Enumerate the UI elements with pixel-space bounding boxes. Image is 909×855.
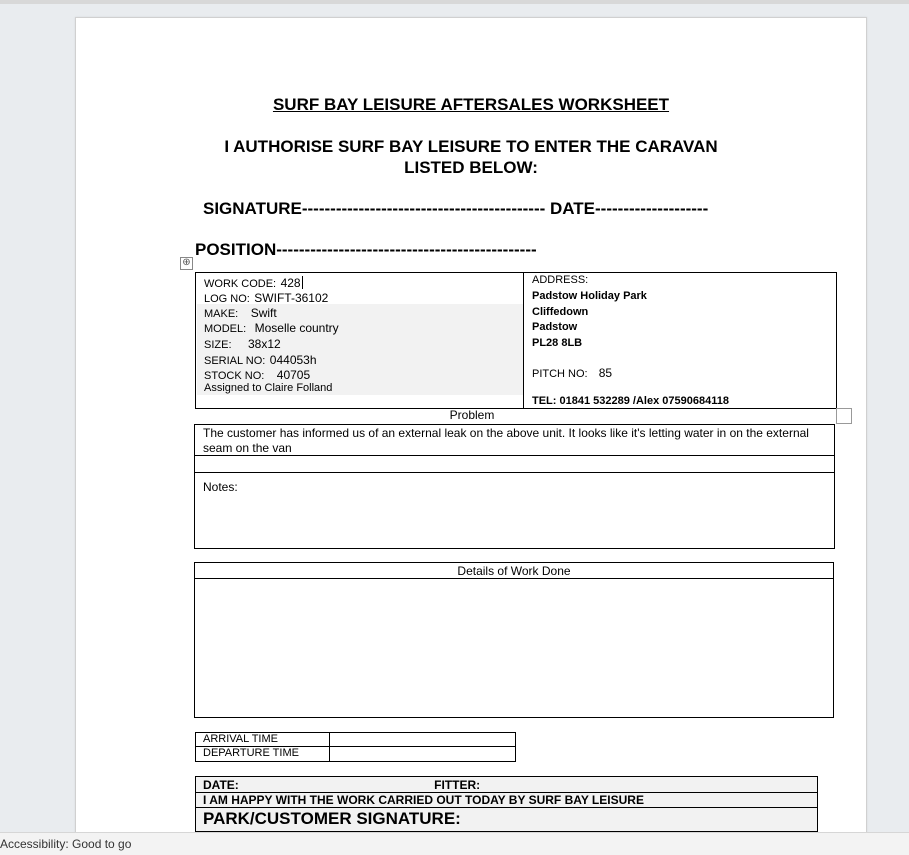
- date-fitter-row[interactable]: [203, 778, 480, 792]
- status-bar: [0, 832, 909, 855]
- log-no-label: LOG NO:: [204, 293, 250, 305]
- text-cursor: [302, 276, 303, 289]
- log-no-value: SWIFT-36102: [254, 291, 329, 305]
- fitter-label: FITTER:: [434, 778, 481, 792]
- work-code-label: WORK CODE:: [204, 278, 277, 290]
- model-value: Moselle country: [254, 321, 339, 335]
- table-resize-handle[interactable]: [836, 408, 852, 424]
- pitch-label: PITCH NO:: [532, 368, 588, 380]
- satisfaction-statement: I AM HAPPY WITH THE WORK CARRIED OUT TODAY BY SURF BAY LEISURE: [203, 793, 644, 807]
- top-ribbon-edge: [0, 0, 909, 4]
- authorisation-line-1: I AUTHORISE SURF BAY LEISURE TO ENTER THE CARAVAN: [224, 137, 718, 156]
- position-line: POSITION----------------------------------------------: [195, 240, 537, 259]
- address-line-2[interactable]: Cliffedown: [532, 306, 589, 318]
- arrival-time-field[interactable]: [330, 733, 515, 746]
- serial-value: 044053h: [269, 353, 317, 367]
- telephone[interactable]: TEL: 01841 532289 /Alex 07590684118: [532, 395, 729, 407]
- notes-label[interactable]: Notes:: [203, 480, 238, 494]
- size-label: SIZE:: [204, 339, 232, 351]
- address-line-4[interactable]: PL28 8LB: [532, 337, 583, 349]
- date-label: DATE:: [203, 778, 239, 792]
- size-value: 38x12: [247, 337, 281, 351]
- customer-signature-label[interactable]: PARK/CUSTOMER SIGNATURE:: [203, 809, 461, 828]
- model-label: MODEL:: [204, 323, 247, 335]
- work-done-header: Details of Work Done: [457, 564, 571, 578]
- work-code-value: 428: [280, 276, 301, 290]
- work-done-table: [194, 562, 834, 718]
- table-divider: [195, 578, 833, 579]
- stock-label: STOCK NO:: [204, 370, 265, 382]
- departure-time-label: DEPARTURE TIME: [203, 747, 299, 759]
- signoff-table: [195, 776, 818, 832]
- address-line-3[interactable]: Padstow: [532, 321, 578, 333]
- pitch-value: 85: [598, 366, 613, 380]
- worksheet-title: SURF BAY LEISURE AFTERSALES WORKSHEET: [272, 95, 670, 114]
- make-value: Swift: [250, 306, 277, 320]
- assigned-to[interactable]: Assigned to Claire Folland: [204, 382, 333, 394]
- make-label: MAKE:: [204, 308, 239, 320]
- table-move-handle-icon[interactable]: ⊕: [180, 257, 193, 270]
- unit-info-table: [195, 272, 837, 409]
- signature-date-line: SIGNATURE------------------------------------------- DATE--------------------: [203, 199, 709, 218]
- stock-value: 40705: [276, 368, 311, 382]
- pitch-row[interactable]: [532, 366, 612, 380]
- table-divider: [196, 807, 817, 808]
- address-line-1[interactable]: Padstow Holiday Park: [532, 290, 647, 302]
- authorisation-statement: [76, 136, 866, 178]
- arrival-time-label: ARRIVAL TIME: [203, 733, 278, 745]
- address-label: ADDRESS:: [532, 274, 589, 286]
- accessibility-status[interactable]: Accessibility: Good to go: [0, 837, 132, 851]
- departure-time-field[interactable]: [330, 747, 515, 761]
- authorisation-line-2: LISTED BELOW:: [404, 158, 538, 177]
- table-divider: [195, 455, 834, 456]
- time-table: [195, 732, 516, 762]
- document-page[interactable]: [75, 17, 867, 849]
- problem-table: [194, 424, 835, 549]
- serial-label: SERIAL NO:: [204, 355, 266, 367]
- problem-header: Problem: [449, 408, 495, 422]
- table-divider: [195, 472, 834, 473]
- table-column-divider: [523, 273, 524, 408]
- problem-description[interactable]: The customer has informed us of an external leak on the above unit. It looks like it's letting water in on the external seam on the van: [203, 426, 809, 455]
